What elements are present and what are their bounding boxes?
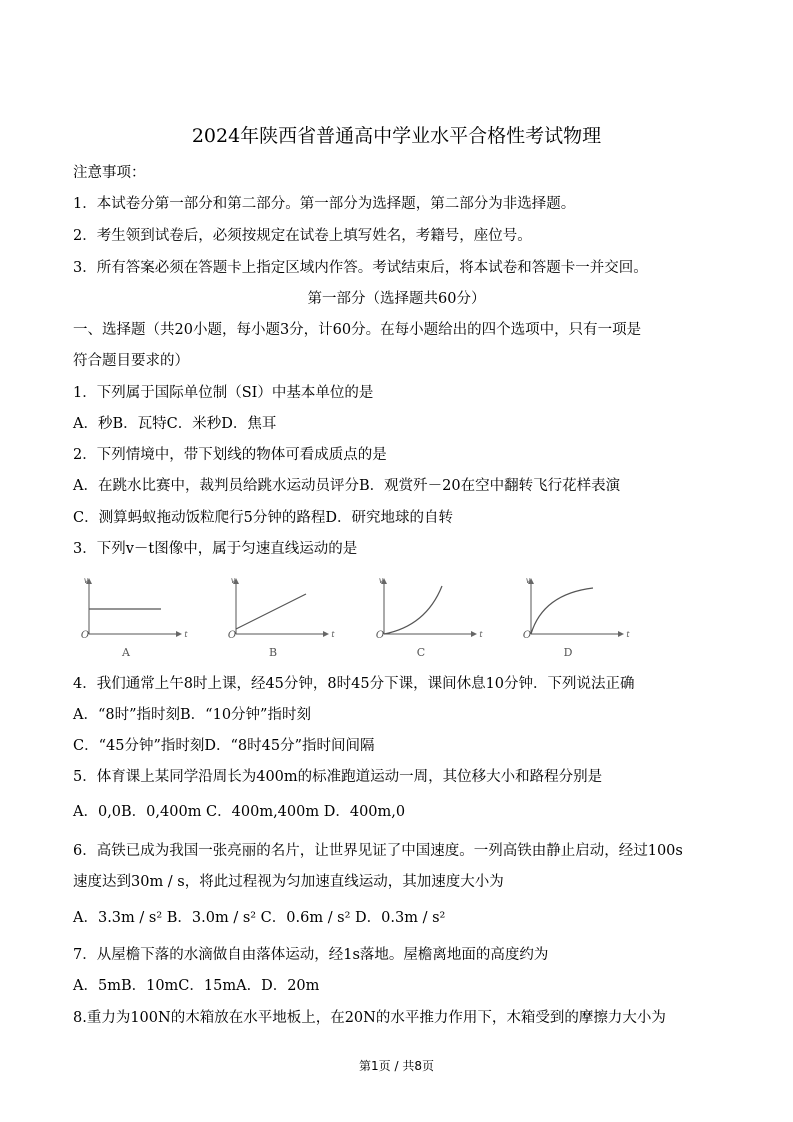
graph-x-label: t <box>626 630 630 639</box>
page-footer: 第1页 / 共8页 <box>359 1059 434 1073</box>
q4-options: A．“8时”指时刻B．“10分钟”指时刻 <box>73 707 311 723</box>
q4-options: C．“45分钟”指时刻D．“8时45分”指时间间隔 <box>73 738 375 754</box>
graph-option-label: D <box>563 646 573 659</box>
section-instruction: 一、选择题（共20小题，每小题3分，计60分。在每小题给出的四个选项中，只有一项是 <box>73 322 642 338</box>
notice-item: 2．考生领到试卷后，必须按规定在试卷上填写姓名，考籍号，座位号。 <box>73 228 532 244</box>
q2-stem: 2．下列情境中，带下划线的物体可看成质点的是 <box>73 447 387 463</box>
page-title: 2024年陕西省普通高中学业水平合格性考试物理 <box>191 125 602 147</box>
q5-options: A．0,0B．0,400m C．400m,400m D．400m,0 <box>73 804 406 820</box>
notice-heading: 注意事项： <box>73 165 146 181</box>
q7-options: A．5mB．10mC．15mA．D．20m <box>73 978 320 994</box>
graph-origin-label: O <box>227 630 237 641</box>
q6-stem: 6．高铁已成为我国一张亮丽的名片，让世界见证了中国速度。一列高铁由静止启动，经过100s <box>73 843 683 859</box>
q7-stem: 7．从屋檐下落的水滴做自由落体运动，经1s落地。屋檐离地面的高度约为 <box>73 947 549 963</box>
q5-stem: 5．体育课上某同学沿周长为400m的标准跑道运动一周，其位移大小和路程分别是 <box>73 769 603 785</box>
graph-x-label: t <box>184 630 188 639</box>
graph-x-label: t <box>479 630 483 639</box>
graph-option-label: C <box>416 646 426 659</box>
q1-options: A．秒B．瓦特C．米秒D．焦耳 <box>73 416 277 432</box>
q2-options: C．测算蚂蚁拖动饭粒爬行5分钟的路程D．研究地球的自转 <box>73 510 453 526</box>
graph-curve <box>236 594 306 629</box>
graph-y-label: v <box>230 576 236 585</box>
graph-curve <box>384 586 442 634</box>
graph-x-label: t <box>331 630 335 639</box>
graph-y-label: v <box>525 576 531 585</box>
q8-stem: 8.重力为100N的木箱放在水平地板上，在20N的水平推力作用下，木箱受到的摩擦力大小为 <box>73 1010 666 1026</box>
q2-options: A．在跳水比赛中，裁判员给跳水运动员评分B．观赏歼－20在空中翻转飞行花样表演 <box>73 478 621 494</box>
graph-curve <box>531 588 593 634</box>
graph-origin-label: O <box>80 630 90 641</box>
graph-origin-label: O <box>522 630 532 641</box>
notice-item: 3．所有答案必须在答题卡上指定区域内作答。考试结束后，将本试卷和答题卡一并交回。 <box>73 260 648 276</box>
q6-stem: 速度达到30m / s，将此过程视为匀加速直线运动，其加速度大小为 <box>73 874 504 890</box>
graph-option-label: A <box>122 646 130 659</box>
q4-stem: 4．我们通常上午8时上课，经45分钟，8时45分下课，课间休息10分钟．下列说法正确 <box>73 676 635 692</box>
q3-vt-graphs <box>0 572 793 672</box>
graph-y-label: v <box>378 576 384 585</box>
graph-option-label: B <box>268 646 278 659</box>
graph-origin-label: O <box>375 630 385 641</box>
section-instruction: 符合题目要求的） <box>73 353 189 369</box>
notice-item: 1．本试卷分第一部分和第二部分。第一部分为选择题，第二部分为非选择题。 <box>73 196 576 212</box>
q6-options: A．3.3m / s² B．3.0m / s² C．0.6m / s² D．0.3m / s² <box>73 910 446 926</box>
part1-heading: 第一部分（选择题共60分） <box>307 291 486 307</box>
q3-stem: 3．下列v－t图像中，属于匀速直线运动的是 <box>73 541 358 557</box>
q1-stem: 1．下列属于国际单位制（SI）中基本单位的是 <box>73 385 374 401</box>
graph-y-label: v <box>83 576 89 585</box>
